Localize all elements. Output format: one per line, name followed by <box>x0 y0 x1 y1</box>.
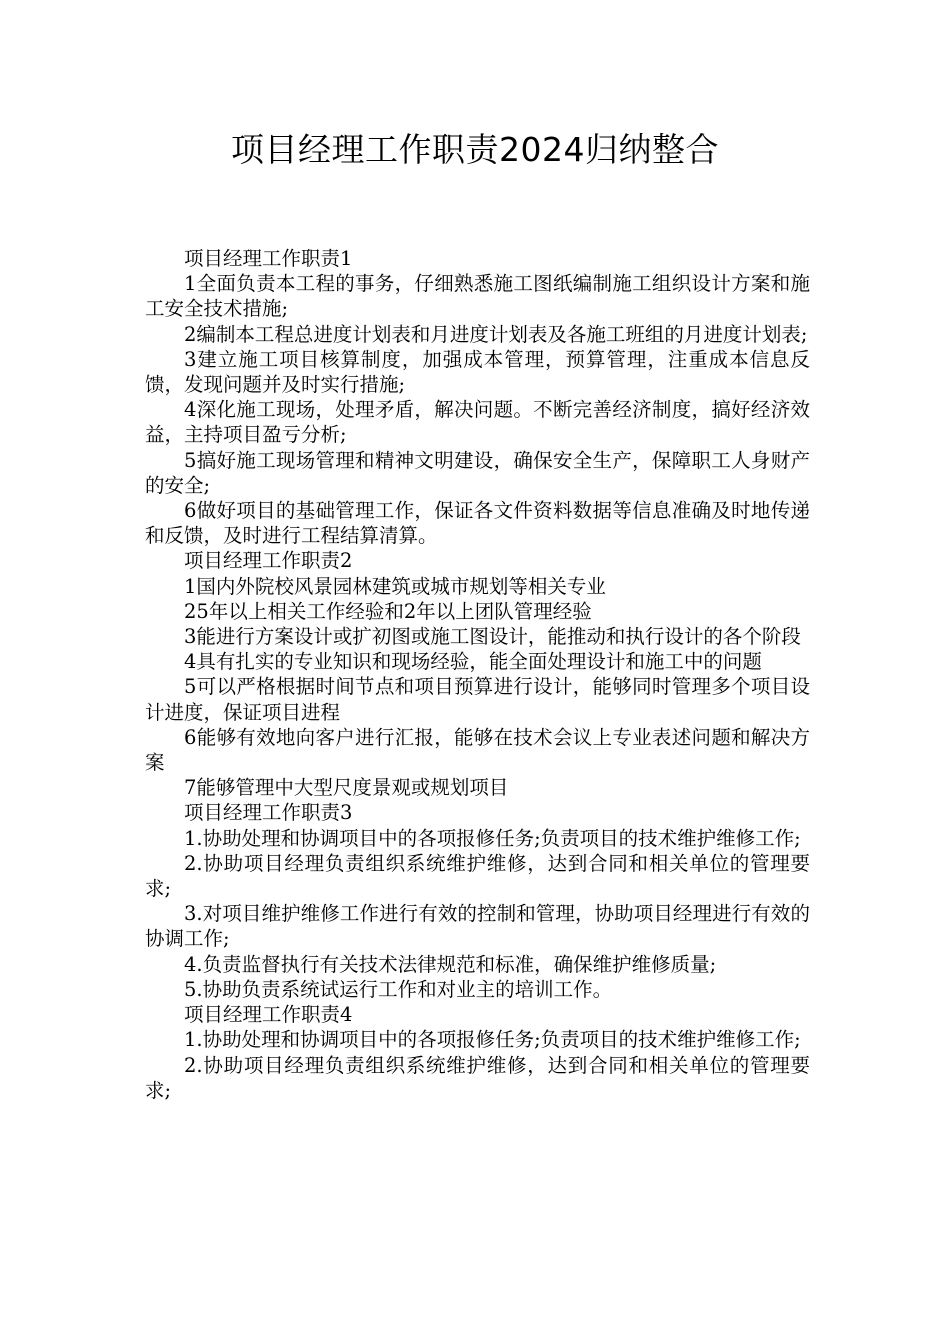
paragraph: 5可以严格根据时间节点和项目预算进行设计，能够同时管理多个项目设计进度，保证项目进程 <box>145 675 810 724</box>
paragraph: 25年以上相关工作经验和2年以上团队管理经验 <box>184 599 592 623</box>
document-title: 项目经理工作职责2024归纳整合 <box>231 130 719 169</box>
paragraph: 6做好项目的基础管理工作，保证各文件资料数据等信息准确及时地传递和反馈，及时进行工程结算清算。 <box>145 499 810 548</box>
paragraph: 5.协助负责系统试运行工作和对业主的培训工作。 <box>184 977 613 1001</box>
paragraph: 4深化施工现场，处理矛盾，解决问题。不断完善经济制度，搞好经济效益，主持项目盈亏分析; <box>145 398 810 447</box>
paragraph: 2.协助项目经理负责组织系统维护维修，达到合同和相关单位的管理要求; <box>145 851 810 901</box>
paragraph: 1全面负责本工程的事务，仔细熟悉施工图纸编制施工组织设计方案和施工安全技术措施; <box>145 272 810 321</box>
paragraph: 1国内外院校风景园林建筑或城市规划等相关专业 <box>184 574 606 598</box>
paragraph: 3.对项目维护维修工作进行有效的控制和管理，协助项目经理进行有效的协调工作; <box>145 902 810 951</box>
paragraph: 6能够有效地向客户进行汇报，能够在技术会议上专业表述问题和解决方案 <box>145 725 810 775</box>
paragraph: 3建立施工项目核算制度，加强成本管理，预算管理，注重成本信息反馈，发现问题并及时实行措施; <box>145 347 810 397</box>
paragraph: 1.协助处理和协调项目中的各项报修任务;负责项目的技术维护维修工作; <box>184 826 801 850</box>
section-heading-4: 项目经理工作职责4 <box>184 1003 353 1027</box>
document-body <box>145 246 810 1103</box>
paragraph: 7能够管理中大型尺度景观或规划项目 <box>184 776 509 800</box>
paragraph: 1.协助处理和协调项目中的各项报修任务;负责项目的技术维护维修工作; <box>184 1028 801 1052</box>
paragraph: 3能进行方案设计或扩初图或施工图设计，能推动和执行设计的各个阶段 <box>184 625 801 649</box>
section-heading-3: 项目经理工作职责3 <box>184 801 353 825</box>
paragraph: 4具有扎实的专业知识和现场经验，能全面处理设计和施工中的问题 <box>184 650 762 674</box>
paragraph: 2.协助项目经理负责组织系统维护维修，达到合同和相关单位的管理要求; <box>145 1053 810 1102</box>
section-heading-2: 项目经理工作职责2 <box>184 549 353 573</box>
paragraph: 5搞好施工现场管理和精神文明建设，确保安全生产，保障职工人身财产的安全; <box>145 448 810 497</box>
paragraph: 4.负责监督执行有关技术法律规范和标准，确保维护维修质量; <box>184 952 717 976</box>
paragraph: 2编制本工程总进度计划表和月进度计划表及各施工班组的月进度计划表; <box>184 322 808 346</box>
section-heading-1: 项目经理工作职责1 <box>184 247 353 270</box>
